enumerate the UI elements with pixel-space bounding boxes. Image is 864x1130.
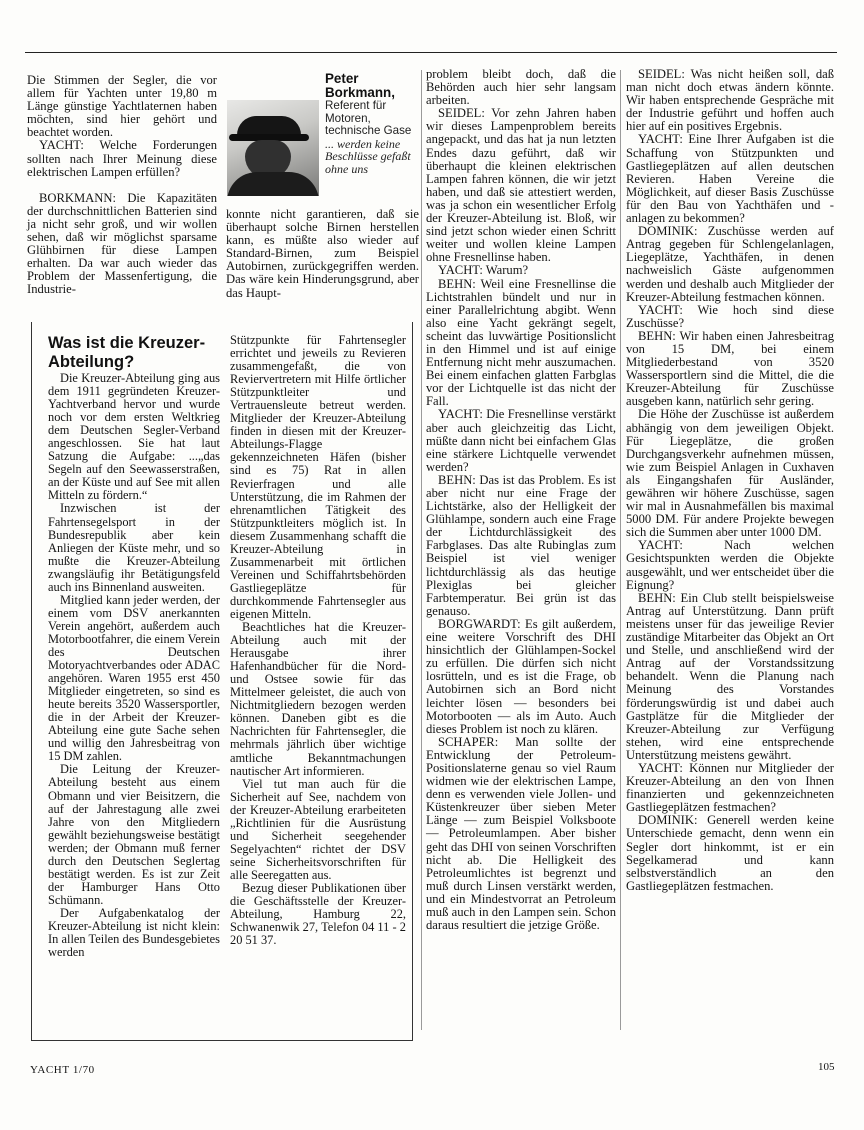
box-column-b <box>230 334 406 947</box>
column-1-top <box>27 74 217 297</box>
paragraph: BEHN: Das ist das Problem. Es ist aber nicht nur eine Frage der Lichtstärke, also der Helligkeit der Glühlampe, sondern auch eine Frage der Lichtdurchlässigkeit des Farbglases. Das alte Rubinglas zum Beispiel ist viel weniger lichtdurchlässig als das heutige Plexiglas bei gleicher Farbtemperatur. Bei grün ist das genauso. <box>426 472 616 618</box>
paragraph: YACHT: Die Fresnellinse verstärkt aber auch gleichzeitig das Licht, müßte dann nicht bei einfachem Glas eine stärkere Lichtquelle verwendet werden? <box>426 407 616 474</box>
paragraph: YACHT: Welche Forderungen sollten nach Ihrer Meinung diese elektrischen Lampen erfüllen? <box>27 138 217 179</box>
paragraph: Der Aufgabenkatalog der Kreuzer-Abteilung ist nicht klein: In allen Teilen des Bundesgebietes werden <box>48 905 220 960</box>
paragraph: Die Stimmen der Segler, die vor allem für Yachten unter 19,80 m Länge günstige Yachtlaternen haben möchten, sind hier gehört und beachtet worden. <box>27 73 217 140</box>
paragraph: BEHN: Ein Club stellt beispielsweise Antrag auf Unterstützung. Dann prüft meistens unser für das jeweilige Revier zuständige Mitarbeiter das Objekt an Ort und Stelle, und anschließend wird der Antrag auf der Vorstandssitzung behandelt. Wenn die Planung nach Meinung des Vorstandes förderungswürdig ist und dabei auch Gastplätze für die Mitglieder der Kreuzer-Abteilung zur Verfügung stehen, wird eine entsprechende Unterstützung meistens gewährt. <box>626 590 834 762</box>
column-divider <box>421 70 422 1030</box>
box-headline: Was ist die Kreuzer-Abteilung? <box>48 334 206 371</box>
paragraph: YACHT: Können nur Mitglieder der Kreuzer-Abteilung an den von Ihnen finanzierten und gekennzeichneten Gastliegeplätzen festmachen? <box>626 760 834 815</box>
paragraph: SEIDEL: Was nicht heißen soll, daß man nicht doch etwas ändern könnte. Wir haben entsprechende Gespräche mit der Industrie geführt und hoffen auch hier auf ein positives Ergebnis. <box>626 67 834 134</box>
paragraph: Mitglied kann jeder werden, der einem vom DSV anerkannten Verein angehört, außerdem auch Motorbootfahrer, die einem Verein des Deutschen Motoryachtverbandes oder ADAC angehören. Waren 1955 erst 450 Mitglieder eingetreten, so sind es heute bereits 3520 Wassersportler, die in der Arbeit der Kreuzer-Abteilung eine gute Sache sehen und willig den Jahresbeitrag von 15 DM zahlen. <box>48 592 220 764</box>
paragraph: Viel tut man auch für die Sicherheit auf See, nachdem von der Kreuzer-Abteilung erarbeiteten „Richtlinien für die Ausrüstung und Sicherheit seegehender Segelyachten“ richtet der DSV seine Sicherheitsvorschriften für alle Seeregatten aus. <box>230 776 406 882</box>
column-3 <box>426 68 616 932</box>
coat-shape <box>227 172 319 196</box>
paragraph: YACHT: Nach welchen Gesichtspunkten werden die Objekte ausgewählt, und wer entscheidet über die Eignung? <box>626 538 834 592</box>
paragraph: SEIDEL: Vor zehn Jahren haben wir dieses Lampenproblem bereits angepackt, und das hat ja nun letzten Endes dazu geführt, daß wir überhaupt die kleinen elektrischen Lampen fahren können, die wir jetzt haben, und daß sie attestiert werden, was ja schon ein wesentlicher Erfolg der Kreuzer-Abteilung ist. Bloß, wir sind jetzt schon wieder einen Schritt weiter und wollen kleine Lampen ohne Fresnellinse haben. <box>426 106 616 265</box>
paragraph: Die Kreuzer-Abteilung ging aus dem 1911 gegründeten Kreuzer-Yachtverband hervor und wurde noch vor dem ersten Weltkrieg dem Deutschen Segler-Verband angeschlossen. Sie hat laut Satzung die Aufgabe: ...„das Segeln auf den Seewasserstraßen, an der Küste und auf See mit allen Mitteln zu fördern.“ <box>48 371 220 503</box>
paragraph: YACHT: Warum? <box>438 263 529 278</box>
paragraph: DOMINIK: Generell werden keine Unterschiede gemacht, denn wenn ein Segler dort hinkommt, ist er ein Segelkamerad und kann selbstverständlich an den Gastliegeplätzen festmachen. <box>626 813 834 893</box>
paragraph: Die Höhe der Zuschüsse ist außerdem abhängig von dem jeweiligen Objekt. Für Liegeplätze, die großen Durchgangsverkehr aufnehmen müssen, wie zum Beispiel Anlagen in Cuxhaven als Eingangshafen für Ausländer, gewähren wir höhere Zuschüsse, sagen wir mal in Ausnahmefällen bis maximal 5000 DM. Für andere Projekte bewegen sich die Summen aber unter 1000 DM. <box>626 407 834 540</box>
paragraph: konnte nicht garantieren, daß sie überhaupt solche Birnen herstellen kann, es müßte also wieder auf Standard-Birnen, zum Beispiel Autobirnen, zurückgegriffen werden. Das wäre kein Hinderungsgrund, aber das Haupt- <box>226 207 419 300</box>
paragraph: problem bleibt doch, daß die Behörden auch hier sehr langsam arbeiten. <box>426 67 616 108</box>
paragraph: BORGWARDT: Es gilt außerdem, eine weitere Vorschrift des DHI hinsichtlich der Glühlampen-Sockel zu erfüllen. Die dürfen sich nicht losrütteln, und es ist die Frage, ob Autobirnen sich an Bord nicht leichter lösen — besonders bei Motorbooten — als im Auto. Auch dieses Problem ist noch zu klären. <box>426 616 616 736</box>
top-rule <box>25 52 837 53</box>
paragraph: BEHN: Wir haben einen Jahresbeitrag von 15 DM, bei einem Mitgliederbestand von 3520 Wassersportlern sind die Mittel, die die Kreuzer-Abteilung für Zuschüsse ausgeben kann, natürlich sehr gering. <box>626 328 834 409</box>
page-number: 105 <box>818 1061 835 1073</box>
paragraph: BORKMANN: Die Kapazitäten der durchschnittlichen Batterien sind ja nicht sehr groß, und wir wollen sehen, daß wir möglichst sparsame Glühbirnen für diese Lampen erhalten. Da war auch wieder das Problem der Massenfertigung, die Industrie- <box>27 190 217 297</box>
paragraph: BEHN: Weil eine Fresnellinse die Lichtstrahlen bündelt und nur in einer Parallelrichtung abgibt. Wenn also eine Yacht gekrängt segelt, scheint das luvwärtige Positionslicht in den Himmel und ist auf einige Entfernung nicht mehr auszumachen. Bei einem einfachen glatten Farbglas vor der Lichtquelle ist das nicht der Fall. <box>426 276 616 409</box>
photo-caption <box>325 72 425 176</box>
paragraph: Bezug dieser Publikationen über die Geschäftsstelle der Kreuzer-Abteilung, Hamburg 22, Schwanenwik 27, Telefon 04 11 - 2 20 51 37. <box>230 880 406 948</box>
paragraph: Beachtliches hat die Kreuzer-Abteilung auch mit der Herausgabe ihrer Hafenhandbücher für die Nord- und Ostsee sowie für das Mittelmeer geleistet, die auch von Nichtmitgliedern bezogen werden können. Daneben gibt es die Nachrichten für Fahrtensegler, die mehrmals jährlich über wichtige amtliche Bekanntmachungen nautischer Art informieren. <box>230 620 406 778</box>
paragraph: Die Leitung der Kreuzer-Abteilung besteht aus einem Obmann und vier Beisitzern, die auf der Jahrestagung alle zwei Jahre von den Mitgliedern gewählt beziehungsweise bestätigt werden; der Obmann muß ferner durch den Deutschen Seglertag bestätigt werden. Es ist zur Zeit der Hamburger Hans Otto Schümann. <box>48 762 220 907</box>
column-4 <box>626 68 834 893</box>
caption-role: Referent für Motoren, technische Gase <box>325 99 412 138</box>
paragraph: SCHAPER: Man sollte der Entwicklung der Petroleum-Positionslaterne genau so viel Raum widmen wie der elektrischen Lampe, denn es verwenden viele Jollen- und Küstenkreuzer über sieben Meter Länge — zum Beispiel Volksboote — Petroleumlampen. Aber bisher geht das DHI von seinen Vorschriften nicht ab. Die Helligkeit des Petroleumlichtes ist begrenzt und muß durch Linsen verstärkt werden, und ein Mindestvorrat an Petroleum muß auch in den Lampen sein. Schon daraus resultiert die jetzige Größe. <box>426 734 616 933</box>
paragraph: DOMINIK: Zuschüsse werden auf Antrag gegeben für Schlengelanlagen, Liegeplätze, Yachthäfen, in denen nachweislich Gäste aufgenommen werden und deshalb auch Mitglieder der Kreuzer-Abteilung festmachen können. <box>626 224 834 304</box>
caption-name: Peter Borkmann, <box>325 71 395 100</box>
caption-quote: ... werden keine Beschlüsse gefaßt ohne uns <box>325 136 411 176</box>
box-column-a <box>48 372 220 959</box>
paragraph: Inzwischen ist der Fahrtensegelsport in der Bundesrepublik aber kein Anliegen der Küste mehr, und so mußte die Kreuzer-Abteilung zwangsläufig ihr Betätigungsfeld auch ins Binnenland ausweiten. <box>48 501 220 594</box>
paragraph: YACHT: Eine Ihrer Aufgaben ist die Schaffung von Stützpunkten und Gastliegeplätzen auf allen deutschen Revieren. Haben Vereine die Möglichkeit, auf dieser Basis Zuschüsse für den Bau von Yachthäfen und -anlagen zu bekommen? <box>626 132 834 226</box>
paragraph: Stützpunkte für Fahrtensegler errichtet und jeweils zu Revieren zusammengefaßt, die von Reviervertretern mit Hilfe örtlicher Stützpunktleiter und Vertrauensleute betreut werden. Mitglieder der Kreuzer-Abteilung finden in diesen mit der Kreuzer-Abteilungs-Flagge gekennzeichneten Häfen (bisher sind es 75) Rat in allen Revierfragen und alle Unterstützung, die im Rahmen der ehrenamtlichen Tätigkeit des Stützpunktleiters möglich ist. In diesem Zusammenhang schafft die Kreuzer-Abteilung in Zusammenarbeit mit örtlichen Vereinen und Schiffahrtsbehörden Gastliegeplätze für durchkommende Fahrtensegler aus eigenen Mitteln. <box>230 333 406 621</box>
issue-label: YACHT 1/70 <box>30 1064 95 1076</box>
column-2-top <box>226 208 419 300</box>
paragraph: YACHT: Wie hoch sind diese Zuschüsse? <box>626 302 834 330</box>
column-divider <box>620 70 621 1030</box>
portrait-photo <box>227 100 319 196</box>
